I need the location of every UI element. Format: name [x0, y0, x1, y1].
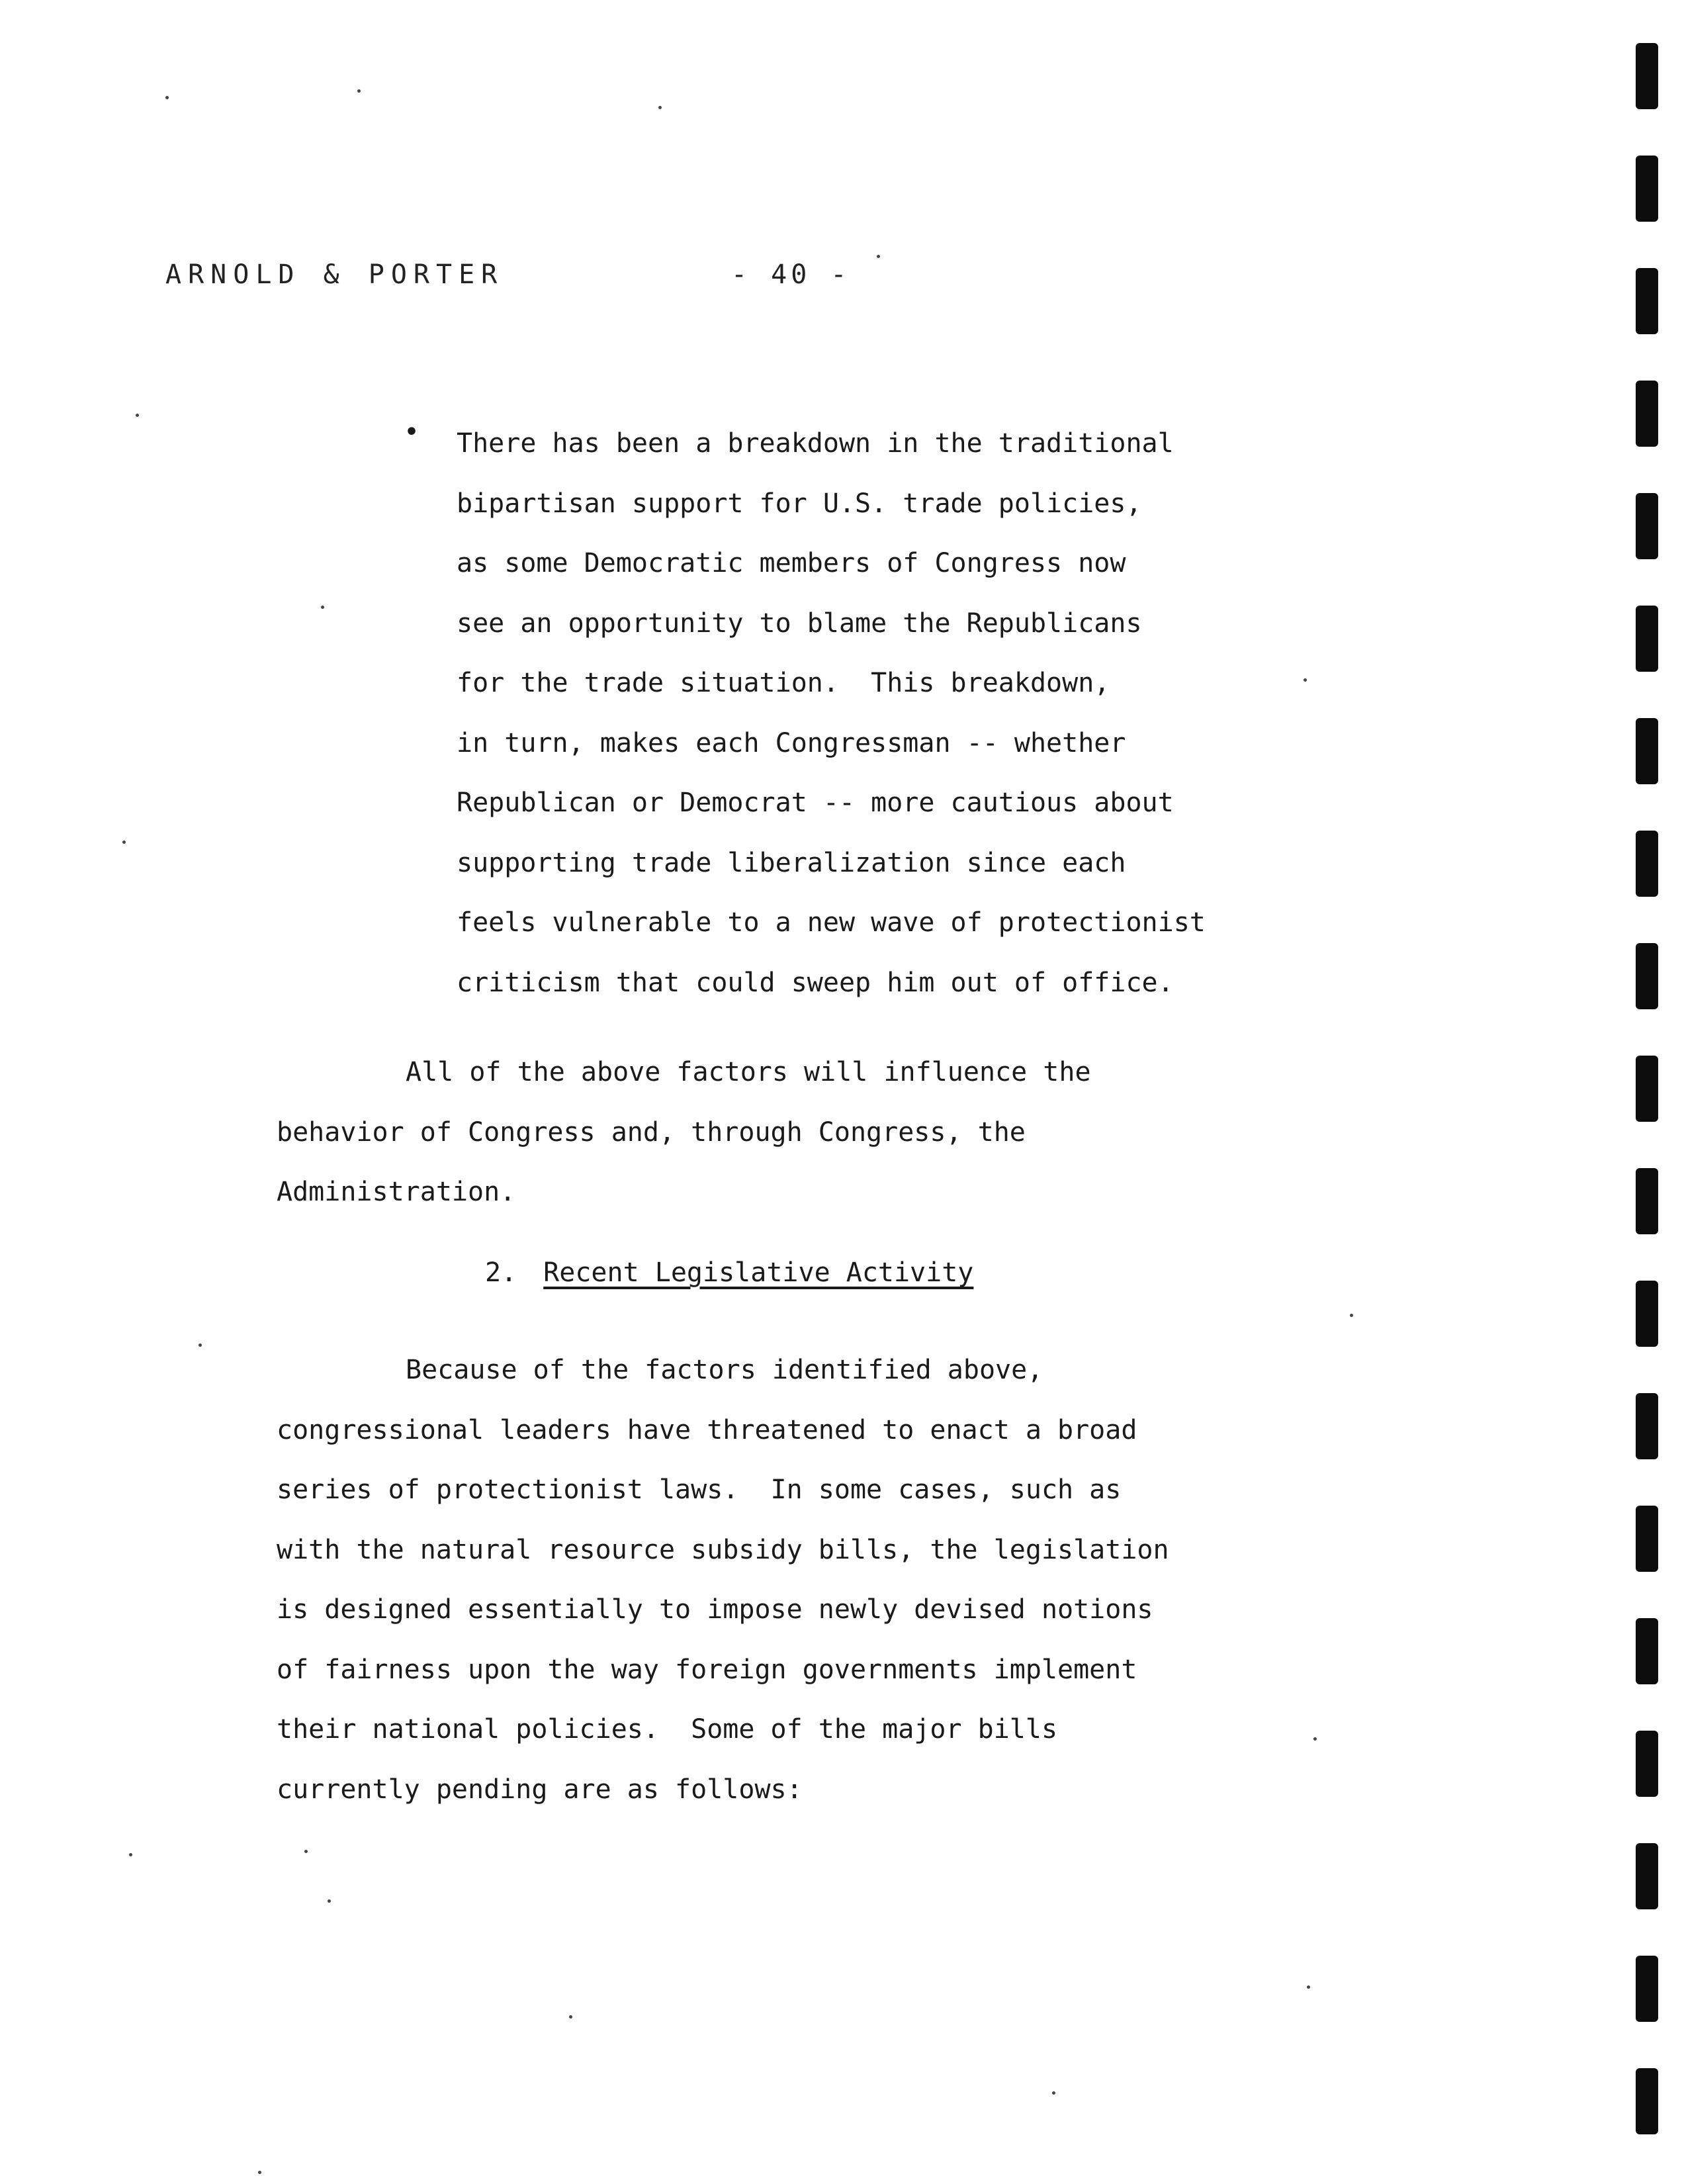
- paragraph-line: All of the above factors will influence the: [406, 1057, 1091, 1087]
- paragraph-line: is designed essentially to impose newly devised notions: [277, 1594, 1153, 1625]
- bullet-line: see an opportunity to blame the Republicans: [457, 608, 1142, 639]
- binding-hole: [1636, 268, 1658, 334]
- scan-speck: [304, 1850, 308, 1853]
- binding-hole: [1636, 831, 1658, 897]
- bullet-line: in turn, makes each Congressman -- whether: [457, 727, 1126, 758]
- binding-hole: [1636, 2068, 1658, 2134]
- binding-hole: [1636, 493, 1658, 559]
- paragraph-influence: [277, 1042, 1401, 1222]
- section-number: 2.: [485, 1257, 517, 1288]
- scan-speck: [122, 841, 126, 844]
- scan-speck: [328, 1899, 331, 1903]
- paragraph-line: currently pending are as follows:: [277, 1774, 803, 1805]
- binding-hole: [1636, 1731, 1658, 1797]
- firm-header: ARNOLD & PORTER: [165, 259, 504, 290]
- paragraph-legislation: [277, 1340, 1401, 1819]
- scan-speck: [357, 89, 361, 93]
- bullet-line: supporting trade liberalization since each: [457, 847, 1126, 878]
- scan-speck: [1350, 1314, 1353, 1317]
- scan-speck: [321, 606, 324, 609]
- section-title: Recent Legislative Activity: [543, 1257, 974, 1288]
- paragraph-line: with the natural resource subsidy bills, the legislation: [277, 1534, 1169, 1565]
- bullet-line: bipartisan support for U.S. trade policies,: [457, 488, 1142, 519]
- bullet-paragraph: [457, 414, 1343, 1013]
- binding-hole: [1636, 1393, 1658, 1459]
- paragraph-line: behavior of Congress and, through Congress, the: [277, 1116, 1026, 1148]
- binding-hole: [1636, 606, 1658, 672]
- bullet-symbol: •: [404, 417, 420, 447]
- paragraph-line: their national policies. Some of the major bills: [277, 1714, 1058, 1745]
- scan-speck: [1307, 1985, 1310, 1989]
- binding-hole: [1636, 1056, 1658, 1122]
- bullet-line: There has been a breakdown in the traditional: [457, 428, 1174, 459]
- binding-hole: [1636, 381, 1658, 447]
- scan-speck: [877, 255, 880, 258]
- scan-speck: [569, 2015, 572, 2019]
- binding-hole: [1636, 1956, 1658, 2022]
- binding-hole: [1636, 1506, 1658, 1572]
- bullet-line: Republican or Democrat -- more cautious about: [457, 788, 1174, 818]
- binding-hole: [1636, 718, 1658, 784]
- bullet-line: as some Democratic members of Congress now: [457, 548, 1126, 578]
- paragraph-line: congressional leaders have threatened to enact a broad: [277, 1414, 1137, 1445]
- scan-speck: [165, 96, 169, 99]
- scan-speck: [129, 1853, 132, 1856]
- scan-speck: [658, 106, 662, 109]
- paragraph-line: of fairness upon the way foreign governments implement: [277, 1654, 1137, 1685]
- scan-speck: [1304, 678, 1307, 682]
- paragraph-line: Administration.: [277, 1177, 516, 1207]
- scan-speck: [1052, 2091, 1055, 2095]
- section-heading: [485, 1257, 973, 1288]
- scan-speck: [136, 414, 139, 417]
- binding-hole: [1636, 943, 1658, 1009]
- scan-speck: [258, 2171, 261, 2174]
- bullet-line: criticism that could sweep him out of office.: [457, 967, 1174, 998]
- binding-hole: [1636, 43, 1658, 109]
- bullet-line: for the trade situation. This breakdown,: [457, 668, 1110, 698]
- scan-speck: [1313, 1737, 1317, 1741]
- binding-holes: [1628, 26, 1667, 2158]
- page-number: - 40 -: [731, 259, 851, 290]
- binding-hole: [1636, 1843, 1658, 1909]
- binding-hole: [1636, 1618, 1658, 1684]
- scan-speck: [199, 1343, 202, 1347]
- paragraph-line: Because of the factors identified above,: [406, 1355, 1043, 1385]
- binding-hole: [1636, 1281, 1658, 1347]
- bullet-line: feels vulnerable to a new wave of protectionist: [457, 907, 1206, 938]
- binding-hole: [1636, 156, 1658, 222]
- paragraph-line: series of protectionist laws. In some cases, such as: [277, 1475, 1122, 1505]
- binding-hole: [1636, 1168, 1658, 1234]
